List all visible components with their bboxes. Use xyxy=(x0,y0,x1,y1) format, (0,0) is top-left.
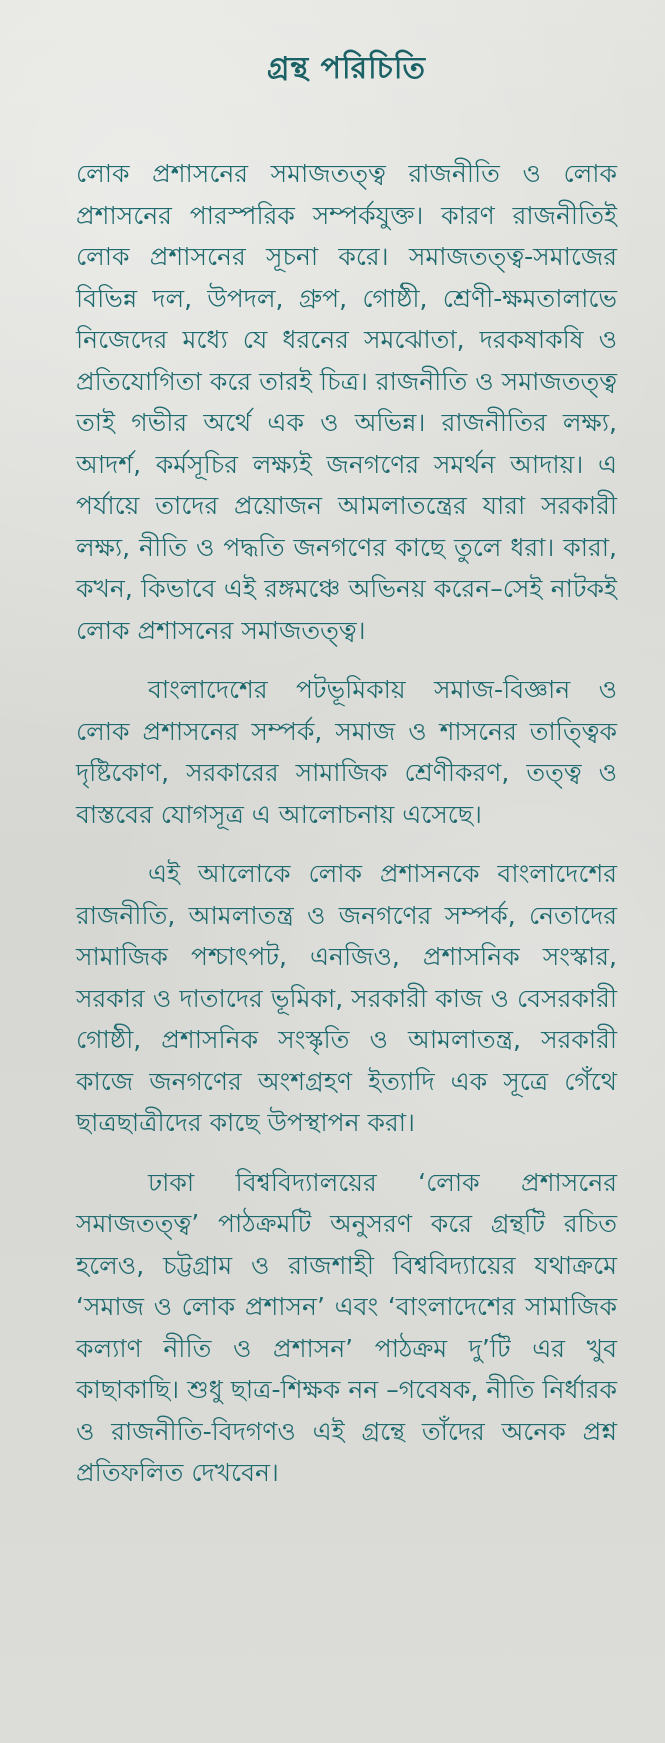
paragraph-2: বাংলাদেশের পটভূমিকায় সমাজ-বিজ্ঞান ও লোক প্রশাসনের সম্পর্ক, সমাজ ও শাসনের তাত্ত্বিক দৃষ্টিকোণ, সরকারের সামাজিক শ্রেণীকরণ, তত্ত্ব ও বাস্তবের যোগসূত্র এ আলোচনায় এসেছে। xyxy=(76,675,617,829)
page-title: গ্রন্থ পরিচিতি xyxy=(267,51,426,86)
paragraph-3: এই আলোকে লোক প্রশাসনকে বাংলাদেশের রাজনীতি, আমলাতন্ত্র ও জনগণের সম্পর্ক, নেতাদের সামাজিক পশ্চাৎপট, এনজিও, প্রশাসনিক সংস্কার, সরকার ও দাতাদের ভূমিকা, সরকারী কাজ ও বেসরকারী গোষ্ঠী, প্রশাসনিক সংস্কৃতি ও আমলাতন্ত্র, সরকারী কাজে জনগণের অংশগ্রহণ ইত্যাদি এক সূত্রে গেঁথে ছাত্রছাত্রীদের কাছে উপস্থাপন করা। xyxy=(76,859,617,1137)
paragraph-1: লোক প্রশাসনের সমাজতত্ত্ব রাজনীতি ও লোক প্রশাসনের পারস্পরিক সম্পর্কযুক্ত। কারণ রাজনীতিই লোক প্রশাসনের সূচনা করে। সমাজতত্ত্ব-সমাজের বিভিন্ন দল, উপদল, গ্রুপ, গোষ্ঠী, শ্রেণী-ক্ষমতালাভে নিজেদের মধ্যে যে ধরনের সমঝোতা, দরকষাকষি ও প্রতিযোগিতা করে তারই চিত্র। রাজনীতি ও সমাজতত্ত্ব তাই গভীর অর্থে এক ও অভিন্ন। রাজনীতির লক্ষ্য, আদর্শ, কর্মসূচির লক্ষ্যই জনগণের সমর্থন আদায়। এ পর্যায়ে তাদের প্রয়োজন আমলাতন্ত্রের যারা সরকারী লক্ষ্য, নীতি ও পদ্ধতি জনগণের কাছে তুলে ধরা। কারা, কখন, কিভাবে এই রঙ্গমঞ্চে অভিনয় করেন–সেই নাটকই লোক প্রশাসনের সমাজতত্ত্ব। xyxy=(76,159,617,645)
paragraph-4: ঢাকা বিশ্ববিদ্যালয়ের ‘লোক প্রশাসনের সমাজতত্ত্ব’ পাঠক্রমটি অনুসরণ করে গ্রন্থটি রচিত হলেও, চট্টগ্রাম ও রাজশাহী বিশ্ববিদ্যায়ের যথাক্রমে ‘সমাজ ও লোক প্রশাসন’ এবং ‘বাংলাদেশের সামাজিক কল্যাণ নীতি ও প্রশাসন’ পাঠক্রম দু’টি এর খুব কাছাকাছি। শুধু ছাত্র-শিক্ষক নন –গবেষক, নীতি নির্ধারক ও রাজনীতি-বিদগণও এই গ্রন্থে তাঁদের অনেক প্রশ্ন প্রতিফলিত দেখবেন। xyxy=(76,1167,617,1487)
